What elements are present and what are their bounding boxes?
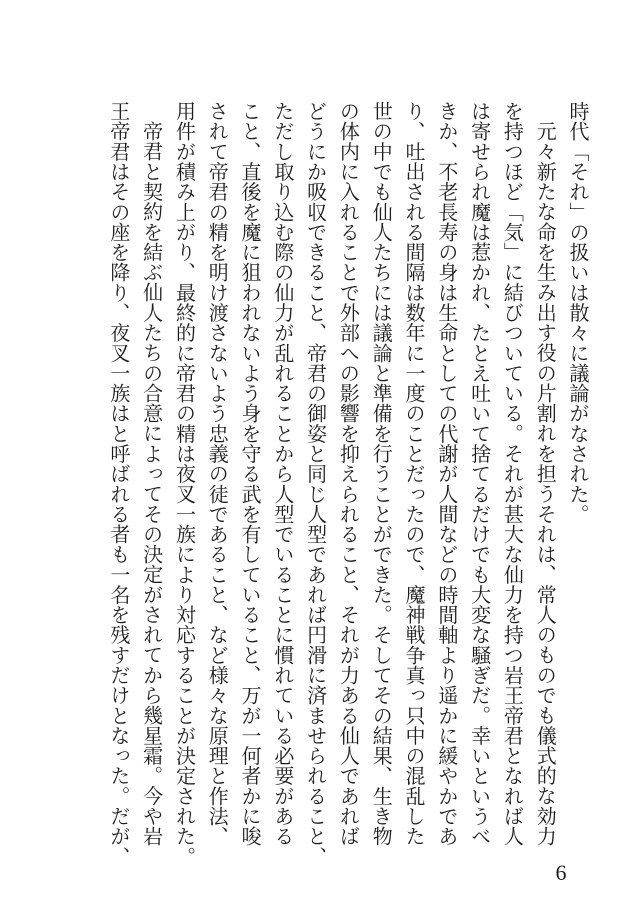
text-line: きか、不老長寿の身は生命としての代謝が人間などの時間軸より遥かに緩やかであ	[434, 101, 459, 847]
text-line: は寄せられ魔は惹かれ、たとえ吐いて捨てるだけでも大変な騒ぎだ。幸いというべ	[467, 101, 492, 847]
text-line: 元々新たな命を生み出す役の片割れを担うそれは、常人のものでも儀式的な効力	[533, 121, 558, 847]
text-line: されて帝君の精を明け渡さないよう忠義の徒であること、など様々な原理と作法、	[205, 101, 230, 847]
paragraph	[102, 101, 168, 867]
text-body	[102, 101, 594, 867]
page-number: 6	[555, 860, 567, 885]
text-line: 用件が積み上がり、最終的に帝君の精は夜叉一族により対応することが決定された。	[172, 101, 197, 867]
text-line: こと、直後を魔に狙われないよう身を守る武を有していること、万が一何者かに唆	[238, 101, 263, 847]
text-line: り、吐出される間隔は数年に一度のことだったので、魔神戦争真っ只中の混乱した	[402, 101, 427, 847]
text-line: 帝君と契約を結ぶ仙人たちの合意によってその決定がされてから幾星霜。今や岩	[139, 121, 164, 847]
text-line: どうにか吸収できること、帝君の御姿と同じ人型であれば円滑に済ませられること、	[303, 101, 328, 867]
text-line: 王帝君はその座を降り、夜叉一族はと呼ばれる者も一名を残すだけとなった。だが、	[106, 101, 131, 867]
text-line: の体内に入れることで外部への影響を抑えられること、それが力ある仙人であれば	[336, 101, 361, 847]
text-line: ただし取り込む際の仙力が乱れることから人型でいることに慣れている必要がある	[270, 101, 295, 847]
text-line: を持つほど「気」に結びついている。それが甚大な仙力を持つ岩王帝君となれば人	[500, 101, 525, 847]
text-line: 時代「それ」の扱いは散々に議論がなされた。	[566, 101, 590, 524]
paragraph	[168, 101, 562, 867]
text-line: 世の中でも仙人たちには議論と準備を行うことができた。そしてその結果、生き物	[369, 101, 394, 847]
paragraph	[561, 101, 594, 846]
